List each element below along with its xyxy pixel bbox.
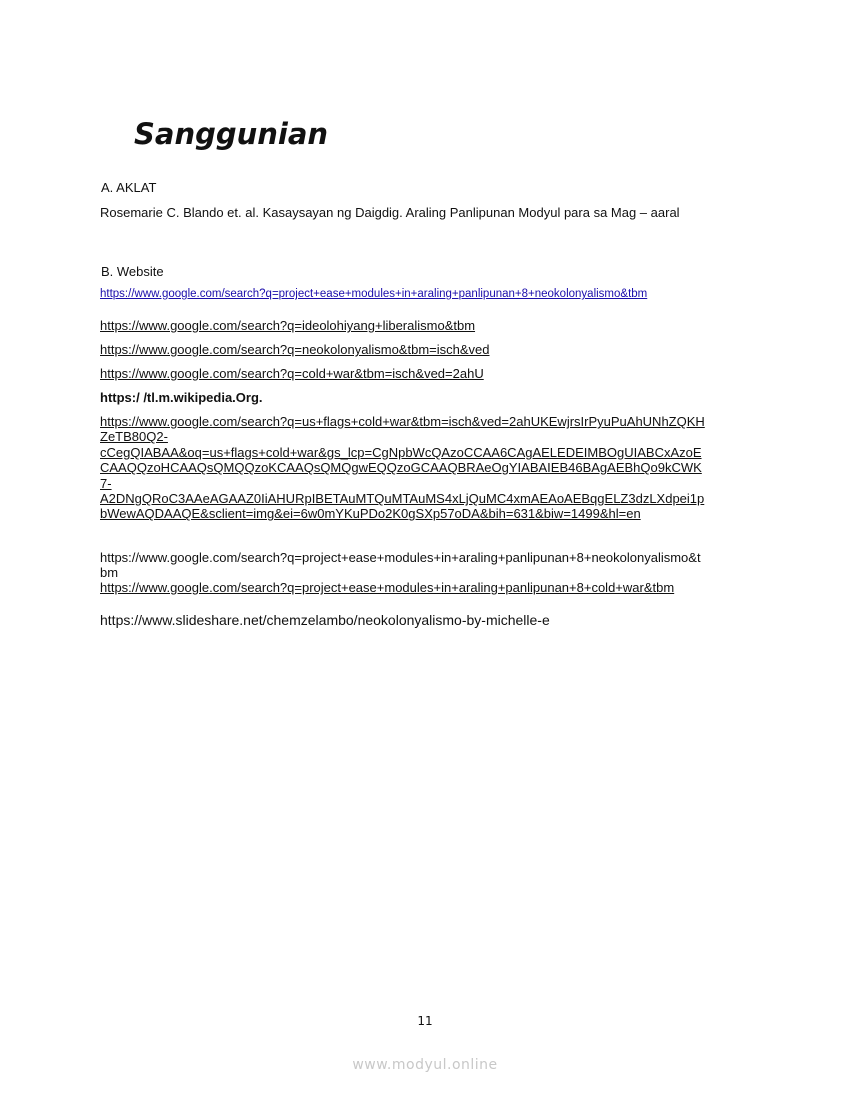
section-b-label: B. Website xyxy=(101,264,164,279)
reference-link[interactable]: https://www.google.com/search?q=ideolohiyang+liberalismo&tbm xyxy=(100,318,476,333)
long-reference-link[interactable] xyxy=(100,414,705,522)
wikipedia-reference: https:/ /tl.m.wikipedia.Org. xyxy=(100,390,263,405)
link-line[interactable]: https://www.google.com/search?q=us+flags+cold+war&tbm=isch&ved=2ahUKEwjrsIrPyuPuAhUNhZQKH xyxy=(100,414,705,429)
link-line[interactable]: cCegQIABAA&oq=us+flags+cold+war&gs_lcp=CgNpbWcQAzoCCAA6CAgAELEDEIMBOgUIABCxAzoE xyxy=(100,444,702,460)
reference-link[interactable]: https://www.google.com/search?q=project+ease+modules+in+araling+panlipunan+8+neokolonyalismo&tbm xyxy=(100,288,648,300)
page-title: Sanggunian xyxy=(134,117,329,151)
watermark: www.modyul.online xyxy=(352,1057,498,1073)
link-line[interactable]: bWewAQDAAQE&sclient=img&ei=6w0mYKuPDo2K0gSXp57oDA&bih=631&biw=1499&hl=en xyxy=(100,506,641,522)
reference-link[interactable]: https://www.google.com/search?q=cold+war&tbm=isch&ved=2ahU xyxy=(100,366,484,381)
plain-reference-line: bm xyxy=(100,565,119,580)
page-number: 11 xyxy=(417,1014,433,1028)
book-reference: Rosemarie C. Blando et. al. Kasaysayan ng Daigdig. Araling Panlipunan Modyul para sa Mag – aaral xyxy=(100,205,680,220)
section-a-label: A. AKLAT xyxy=(101,180,157,195)
slideshare-reference: https://www.slideshare.net/chemzelambo/neokolonyalismo-by-michelle-e xyxy=(100,612,550,628)
reference-pair xyxy=(100,550,701,595)
link-line[interactable]: ZeTB80Q2- xyxy=(100,429,168,445)
link-line[interactable]: A2DNgQRoC3AAeAGAAZ0IiAHURpIBETAuMTQuMTAuMS4xLjQuMC4xmAEAoAEBqgELZ3dzLXdpei1p xyxy=(100,491,705,507)
link-line[interactable]: CAAQQzoHCAAQsQMQQzoKCAAQsQMQgwEQQzoGCAAQBRAeOgYIABAIEB46BAgAEBhQo9kCWK xyxy=(100,460,702,476)
reference-link[interactable]: https://www.google.com/search?q=project+ease+modules+in+araling+panlipunan+8+cold+war&tbm xyxy=(100,580,675,595)
link-line[interactable]: 7- xyxy=(100,475,112,491)
plain-reference-line: https://www.google.com/search?q=project+ease+modules+in+araling+panlipunan+8+neokolonyalismo&t xyxy=(100,550,701,565)
reference-link[interactable]: https://www.google.com/search?q=neokolonyalismo&tbm=isch&ved xyxy=(100,342,490,357)
